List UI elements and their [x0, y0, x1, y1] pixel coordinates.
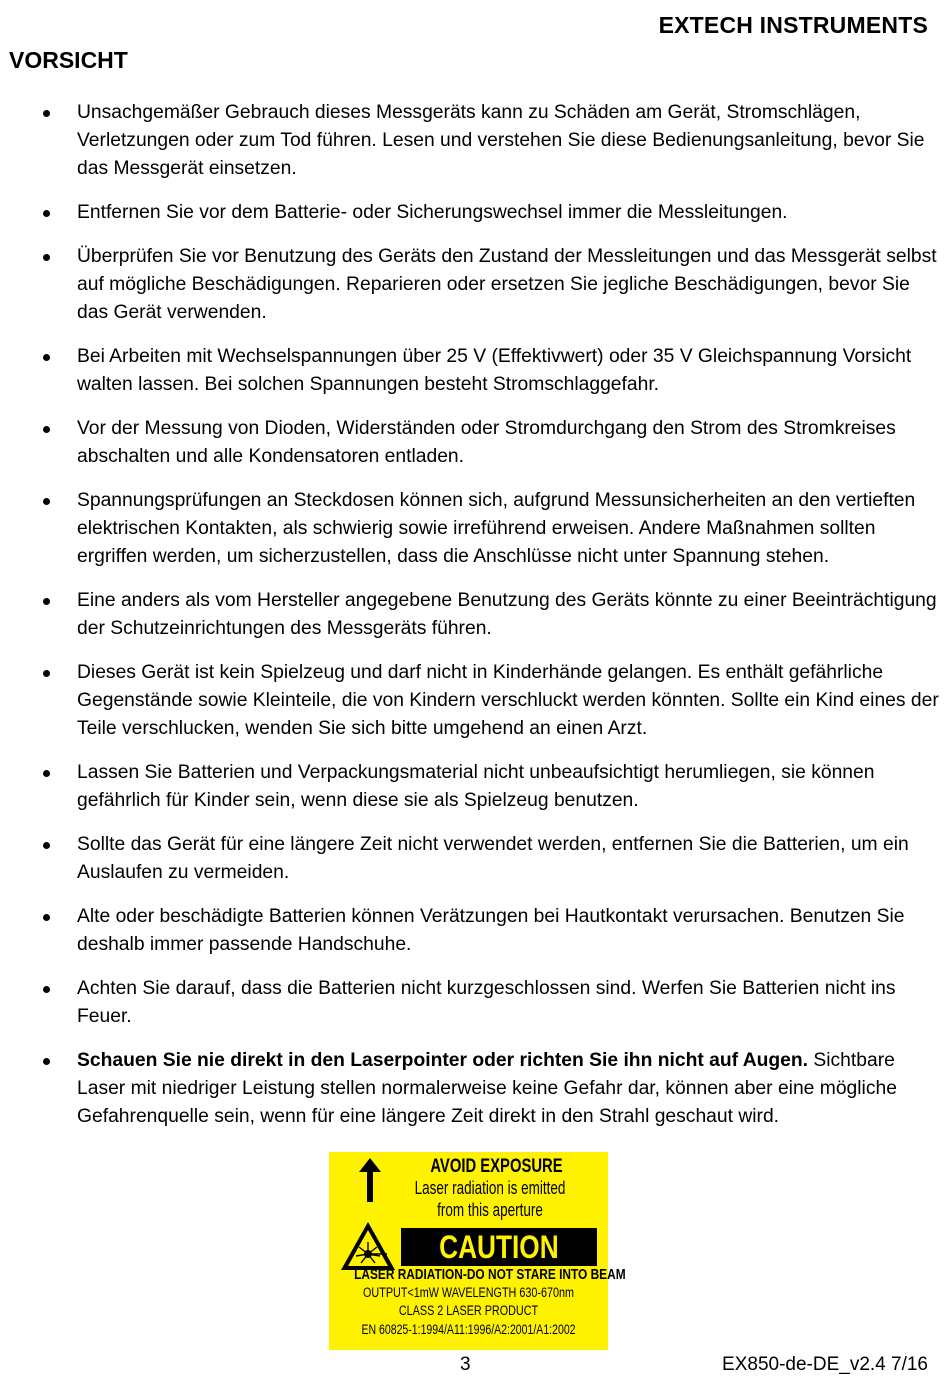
bullet-icon: [43, 110, 50, 117]
laser-caution-label: [329, 1152, 626, 1350]
emitted-text-line2: from this aperture: [437, 1200, 543, 1220]
bullet-text: Entfernen Sie vor dem Batterie- oder Sicherungswechsel immer die Messleitungen.: [77, 202, 788, 223]
caution-banner: [401, 1228, 597, 1266]
list-item: [0, 659, 950, 743]
bullet-icon: [43, 1058, 50, 1065]
bullet-icon: [43, 426, 50, 433]
bullet-icon: [43, 254, 50, 261]
laser-class-text: CLASS 2 LASER PRODUCT: [398, 1303, 539, 1318]
bullet-text: Dieses Gerät ist kein Spielzeug und darf nicht in Kinderhände gelangen. Es enthält gefährliche Gegenstände sowie Kleinteile, die von Kindern verschluckt werden könnten. Sollte ein Kind eines der Teile verschlucken, wenden Sie sich bitte umgehend an einen Arzt.: [77, 662, 939, 739]
list-item: [0, 415, 950, 471]
bullet-icon: [43, 914, 50, 921]
bullet-text: Eine anders als vom Hersteller angegebene Benutzung des Geräts könnte zu einer Beeinträchtigung der Schutzeinrichtungen des Messgeräts führen.: [77, 590, 937, 639]
bullet-text: Sollte das Gerät für eine längere Zeit nicht verwendet werden, entfernen Sie die Batterien, um ein Auslaufen zu vermeiden.: [77, 834, 909, 883]
bullet-icon: [43, 670, 50, 677]
bullet-icon: [43, 842, 50, 849]
laser-standard-text: EN 60825-1:1994/A11:1996/A2:2001/A1:2002: [361, 1322, 576, 1337]
bullet-bold-text: Schauen Sie nie direkt in den Laserpointer oder richten Sie ihn nicht auf Augen.: [77, 1050, 809, 1071]
avoid-exposure-text: AVOID EXPOSURE: [430, 1156, 563, 1177]
bullet-text: Sichtbare Laser mit niedriger Leistung stellen normalerweise keine Gefahr dar, können aber eine mögliche Gefahrenquelle sein, wenn für eine längere Zeit direkt in den Strahl geschaut wird.: [77, 1050, 897, 1127]
list-item: [0, 903, 950, 959]
bullet-icon: [43, 210, 50, 217]
bullet-text: Achten Sie darauf, dass die Batterien nicht kurzgeschlossen sind. Werfen Sie Batterien nicht ins Feuer.: [77, 978, 896, 1027]
bullet-icon: [43, 986, 50, 993]
bullet-icon: [43, 598, 50, 605]
page-number: 3: [460, 1354, 471, 1375]
bullet-text: Überprüfen Sie vor Benutzung des Geräts den Zustand der Messleitungen und das Messgerät selbst auf mögliche Beschädigungen. Reparieren oder ersetzen Sie jegliche Beschädigungen, bevor Sie das Gerät verwenden.: [77, 246, 937, 323]
list-item: [0, 99, 950, 183]
laser-output-text: OUTPUT<1mW WAVELENGTH 630-670nm: [363, 1285, 574, 1300]
laser-warning-text: LASER RADIATION-DO NOT STARE INTO BEAM: [354, 1267, 626, 1283]
list-item: [0, 487, 950, 571]
caution-text: CAUTION: [439, 1228, 559, 1265]
laser-hazard-icon: [339, 1220, 397, 1272]
bullet-text: Lassen Sie Batterien und Verpackungsmaterial nicht unbeaufsichtigt herumliegen, sie können gefährlich für Kinder sein, wenn diese sie als Spielzeug benutzen.: [77, 762, 875, 811]
list-item: [0, 243, 950, 327]
bullet-text: Unsachgemäßer Gebrauch dieses Messgeräts kann zu Schäden am Gerät, Stromschlägen, Verletzungen oder zum Tod führen. Lesen und verstehen Sie diese Bedienungsanleitung, bevor Sie das Messgerät einsetzen.: [77, 102, 925, 179]
bullet-text: Spannungsprüfungen an Steckdosen können sich, aufgrund Messunsicherheiten an den vertieften elektrischen Kontakten, als schwierig sowie irreführend erweisen. Andere Maßnahmen sollten ergriffen werden, um sicherzustellen, dass die Anschlüsse nicht unter Spannung stehen.: [77, 490, 916, 567]
caution-list: [0, 99, 950, 1147]
bullet-text: Vor der Messung von Dioden, Widerständen oder Stromdurchgang den Strom des Stromkreises abschalten und alle Kondensatoren entladen.: [77, 418, 896, 467]
brand-name: EXTECH INSTRUMENTS: [658, 12, 928, 38]
list-item: [0, 1047, 950, 1131]
list-item: [0, 975, 950, 1031]
bullet-icon: [43, 354, 50, 361]
bullet-text: Bei Arbeiten mit Wechselspannungen über 25 V (Effektivwert) oder 35 V Gleichspannung Vorsicht walten lassen. Bei solchen Spannungen besteht Stromschlaggefahr.: [77, 346, 912, 395]
bullet-icon: [43, 498, 50, 505]
list-item: [0, 199, 950, 227]
emitted-text-line1: Laser radiation is emitted: [414, 1178, 566, 1198]
list-item: [0, 831, 950, 887]
list-item: [0, 759, 950, 815]
section-title: VORSICHT: [9, 47, 128, 73]
list-item: [0, 343, 950, 399]
document-code: EX850-de-DE_v2.4 7/16: [722, 1354, 928, 1375]
bullet-icon: [43, 770, 50, 777]
up-arrow-icon: [359, 1158, 381, 1202]
bullet-text: Alte oder beschädigte Batterien können Verätzungen bei Hautkontakt verursachen. Benutzen Sie deshalb immer passende Handschuhe.: [77, 906, 905, 955]
list-item: [0, 587, 950, 643]
